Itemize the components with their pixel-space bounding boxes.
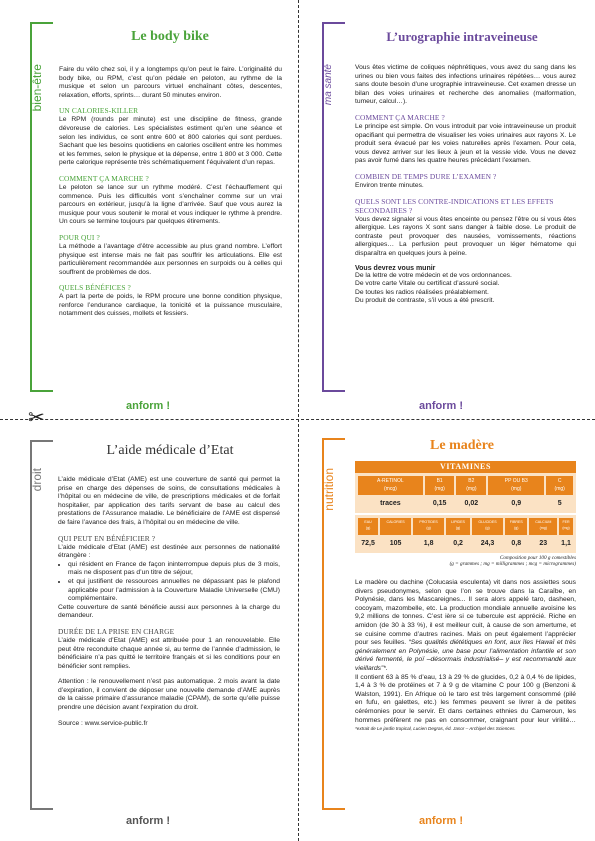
nut-value: 24,3: [480, 539, 495, 547]
section-text: A part la perte de poids, le RPM procure une bonne condition physique, renforce l’endurance cardiaque, la tonicité et la puissance musculaire, notamment des cuisses, mollets et fessiers.: [59, 293, 282, 318]
nut-header-label: CALCIUM (mg): [529, 518, 557, 535]
brand-logo: anform !: [419, 400, 463, 412]
vit-value: 5: [557, 499, 562, 507]
vit-header: [545, 476, 574, 495]
section-heading: POUR QUI ?: [59, 232, 100, 242]
section-heading: COMMENT ÇA MARCHE ?: [355, 112, 445, 122]
vit-header-label: B1 (mg): [425, 476, 455, 495]
nut-value: 23: [539, 539, 548, 547]
card-body-bike: [30, 22, 284, 392]
eligibility-list: [58, 561, 280, 604]
vit-header: [357, 476, 424, 495]
nut-header: [379, 518, 412, 535]
vitamin-table: [357, 476, 574, 511]
category-label: ma santé: [323, 64, 334, 106]
vitamin-block: [355, 473, 576, 513]
card-border: [30, 440, 53, 810]
nut-header-label: CALORIES: [380, 518, 411, 535]
nut-header-label: EAU (g): [358, 518, 378, 535]
brand-logo: anform !: [126, 815, 170, 827]
vit-value: 0,15: [432, 499, 447, 507]
nut-header-label: FER (mg): [559, 518, 573, 535]
section-heading: QUELS BÉNÉFICES ?: [59, 283, 131, 293]
nut-header-label: FIBRES (g): [505, 518, 527, 535]
intro-text: L’aide médicale d’Etat (AME) est une couverture de santé qui permet la prise en charge des dépenses de soins, de consultations médicales à l’hôpital ou en médecine de ville, de prescriptions médicales et de forfait hospitalier, par application des tarifs servant de base au calcul des prestations de l’Assurance maladie. Le bénéficiaire de l’AME est dispensé de faire l’avance des frais, à l’hôpital ou en médecine de ville.: [58, 476, 280, 526]
brand-logo: anform !: [419, 815, 463, 827]
nut-value: 72,5: [361, 539, 375, 547]
card-content: [355, 64, 576, 306]
brand-logo: anform !: [126, 400, 170, 412]
intro-text: Faire du vélo chez soi, il y a longtemps qu’on peut le faire. L’originalité du body bike, ou RPM, c’est qu’on pédale en peloton, au rythme de la musique et selon un parcours virtuel enchaînant côtes, descentes, relaxation, efforts, sprints… durant 50 minutes environ.: [59, 66, 282, 99]
section-text: Environ trente minutes.: [355, 181, 424, 189]
nut-value: 0,8: [511, 539, 522, 547]
madere-quote: “Ses qualités diététiques en font, aux îles Hawaï et très généralement en Polynésie, une base pour l’alimentation infantile et son dérivé fermenté, le poï –désormais industrialisé– y est recommandé aux vieillards”*.: [355, 639, 577, 672]
section-text: Le principe est simple. On vous introduit par voie intraveineuse un produit opacifiant qui permettra de visualiser les voies urinaires aux rayons X. Le produit sera évacué par les voies naturelles après l’examen. Pour cela, vous devez arriver sur les lieux à jeun et la vessie vide. Vous ne devez pas avoir fumé dans les quatre heures précédant l’examen.: [355, 122, 576, 165]
card-urographie: [322, 22, 576, 392]
card-title: L’aide médicale d’Etat: [106, 443, 234, 458]
cut-line-vertical: [298, 0, 299, 841]
nutrient-table: [357, 518, 574, 551]
source-text: Source : www.service-public.fr: [58, 719, 148, 727]
section-text: La méthode a l’avantage d’être accessible au plus grand nombre. L’effort physique est intense mais ne fait pas souffrir les articulations. Elle est particulièrement recommandée aux personnes en surpoids ou à celles qui souffrent de problèmes de dos.: [59, 242, 282, 276]
vit-header-label: PP OU B3 (mg): [488, 476, 544, 495]
attention-text: Attention : le renouvellement n’est pas automatique. 2 mois avant la date d’expiration, il convient de déposer une nouvelle demande d’AME auprès de la caisse primaire d’assurance maladie (CPAM), de sorte qu’elle puisse prendre une décision avant l’expiration du droit.: [58, 678, 280, 712]
nut-header: [445, 518, 471, 535]
section-text: Le RPM (rounds per minute) est une discipline de fitness, grande dévoreuse de calories. Les spécialistes estiment qu’en une séance et selon les individus, ce sont entre 600 et 800 calories qui sont perdues. Sachant que les besoins quotidiens en calories oscillent entre les hommes et les femmes, selon le physique et la dépense, entre 1 800 et 3 000. Cette perte calorique représente très schématiquement l’équivalent d’un repas.: [59, 116, 282, 167]
nut-header: [412, 518, 445, 535]
section-heading: DURÉE DE LA PRISE EN CHARGE: [58, 626, 175, 636]
section-text: Le peloton se lance sur un rythme modéré. C’est l’échauffement qui commence. Puis les difficultés vont s’enchaîner comme sur un vrai parcours en extérieur, jusqu’à la ligne d’arrivée. Sauf que vous aurez la musique pour vous soutenir le moral et vous indiquer le rythme à prendre. Un cours se termine toujours par quelques étirements.: [59, 183, 282, 226]
nut-header: [528, 518, 558, 535]
section-text: De la lettre de votre médecin et de vos ordonnances. De votre carte Vitale ou certificat d’assuré social. De toutes les radios réalisées préalablement. Du produit de contraste, s’il vous a été prescrit.: [355, 271, 512, 305]
list-item: • qui résident en France de façon ininterrompue depuis plus de 3 mois, mais ne disposent pas d’un titre de séjour,: [68, 561, 280, 578]
category-label: droit: [30, 468, 44, 492]
madere-intro: Le madère ou dachine (Colucasia esculenta) vit dans nos assiettes sous divers pseudonymes, selon que l’on se trouve dans la Caraïbe, en Polynésie, dans les Mascareignes... Il sera alors appelé taro, dasheen, cocoyam, mazombelle, etc. La production mondiale annuelle avoisine les 9,2 millions de tonnes. C’est ière si ce tubercule est apprécié. Riche en amidon (de 30 à 33 %), il est meilleur cuit, à cause de son amertume, et se cuisine comme d’autres racines. Mais on peut également l’apprécier pour ses feuilles.: [355, 579, 576, 647]
vit-header-label: C (mg): [546, 476, 573, 495]
section-heading: COMBIEN DE TEMPS DURE L’EXAMEN ?: [355, 171, 497, 181]
section-text: Vous devez signaler si vous êtes enceinte ou pensez l’être ou si vous êtes allergique. Les rayons X sont sans danger à faible dose. Le produit de contraste peut provoquer des nausées, vomissements, réactions allergiques… La perfusion peut provoquer un léger hématome qui disparaîtra en quelques jours à peine.: [355, 215, 576, 257]
card-title: Le madère: [430, 438, 494, 453]
nut-value: 105: [389, 539, 402, 547]
card-content: [59, 66, 282, 319]
table-note: Composition pour 100 g comestibles: [499, 555, 576, 561]
card-title: L’urographie intraveineuse: [386, 29, 538, 44]
card-aide-medicale: [30, 440, 284, 810]
table-note: (g = grammes ; mg = milligrammes ; mcg = microgrammes): [449, 561, 576, 567]
list-item: • et qui justifient de ressources annuelles ne dépassant pas le plafond applicable pour l’admission à la Couverture Maladie Universelle (CMU) complémentaire.: [68, 578, 280, 604]
nut-value: 1,1: [561, 539, 571, 547]
subheading: Vous devrez vous munir: [355, 264, 436, 272]
nut-value: 0,2: [453, 539, 463, 547]
section-heading: UN CALORIES-KILLER: [59, 106, 139, 116]
nut-header: [504, 518, 528, 535]
section-text: Cette couverture de santé bénéficie aussi aux personnes à la charge du demandeur.: [58, 603, 280, 620]
footnote: *extrait de Le jardin tropical, Lucien Degras, éd. Jasor – Archipel des Sciences.: [355, 726, 516, 732]
nut-header-label: GLUCIDES (g): [472, 518, 503, 535]
nut-header: [357, 518, 379, 535]
section-text: L’aide médicale d’Etat (AME) est destinée aux personnes de nationalité étrangère :: [58, 543, 280, 560]
section-heading: QUI PEUT EN BÉNÉFICIER ?: [58, 533, 156, 543]
card-content: [58, 476, 280, 728]
madere-composition: Il contient 63 à 85 % d’eau, 13 à 29 % de glucides, 0,2 à 0,4 % de lipides, 1,4 à 3 % de protéines et 7 à 9 g de vitamine C pour 100 g (Benzoni & Walston, 1991). En Afrique où le taro est très largement consommé (pilé en fufu, en galettes, etc.) les femmes peuvent se livrer à de petites cérémonies pour le servir. Et dans certaines ethnies du Cameroun, les hommes préfèrent ne pas en consommer, craignant pour leur virilité…: [355, 673, 576, 724]
nutrient-block: [355, 515, 576, 553]
section-text: [355, 674, 576, 734]
vit-header: [487, 476, 545, 495]
vit-value: traces: [380, 499, 401, 507]
card-content: [355, 579, 576, 734]
vit-header-label: B2 (mg): [456, 476, 486, 495]
section-heading: COMMENT ÇA MARCHE ?: [59, 173, 149, 183]
scissors-icon: ✂: [28, 407, 45, 429]
vit-value: 0,9: [511, 499, 522, 507]
nut-header: [558, 518, 574, 535]
nut-header-label: PROTIDES (g): [413, 518, 444, 535]
card-title: Le body bike: [131, 29, 209, 44]
vit-header: [455, 476, 487, 495]
intro-text: Vous êtes victime de coliques néphrétiques, vous avez du sang dans les urines ou bien vous faites des infections urinaires répétées… vous aurez sans doute besoin d’une urographie intraveineuse. Cet examen dresse un bilan des voies urinaires et recherche des anomalies (malformation, tumeur, calcul…).: [355, 64, 576, 106]
vit-header: [424, 476, 456, 495]
vitamin-table-title: VITAMINES: [355, 461, 576, 473]
section-text: L’aide médicale d’Etat (AME) est attribuée pour 1 an renouvelable. Elle peut être reconduite chaque année si, au terme de l’année d’admission, le bénéficiaire n’a pas quitté le territoire français et si les conditions pour en bénéficier sont remplies.: [58, 636, 280, 670]
nut-header-label: LIPIDES (g): [446, 518, 470, 535]
card-madere: [322, 438, 576, 810]
nut-value: 1,8: [423, 539, 434, 547]
nutrition-table: [355, 461, 576, 567]
category-label: nutrition: [322, 468, 336, 511]
section-text: [355, 579, 576, 674]
vit-header-label: A-RETINOL (mcg): [358, 476, 423, 495]
nut-header: [471, 518, 504, 535]
vit-value: 0,02: [464, 499, 479, 507]
section-heading: QUELS SONT LES CONTRE-INDICATIONS ET LES EFFETS SECONDAIRES ?: [355, 196, 554, 215]
category-label: bien-être: [30, 64, 44, 112]
